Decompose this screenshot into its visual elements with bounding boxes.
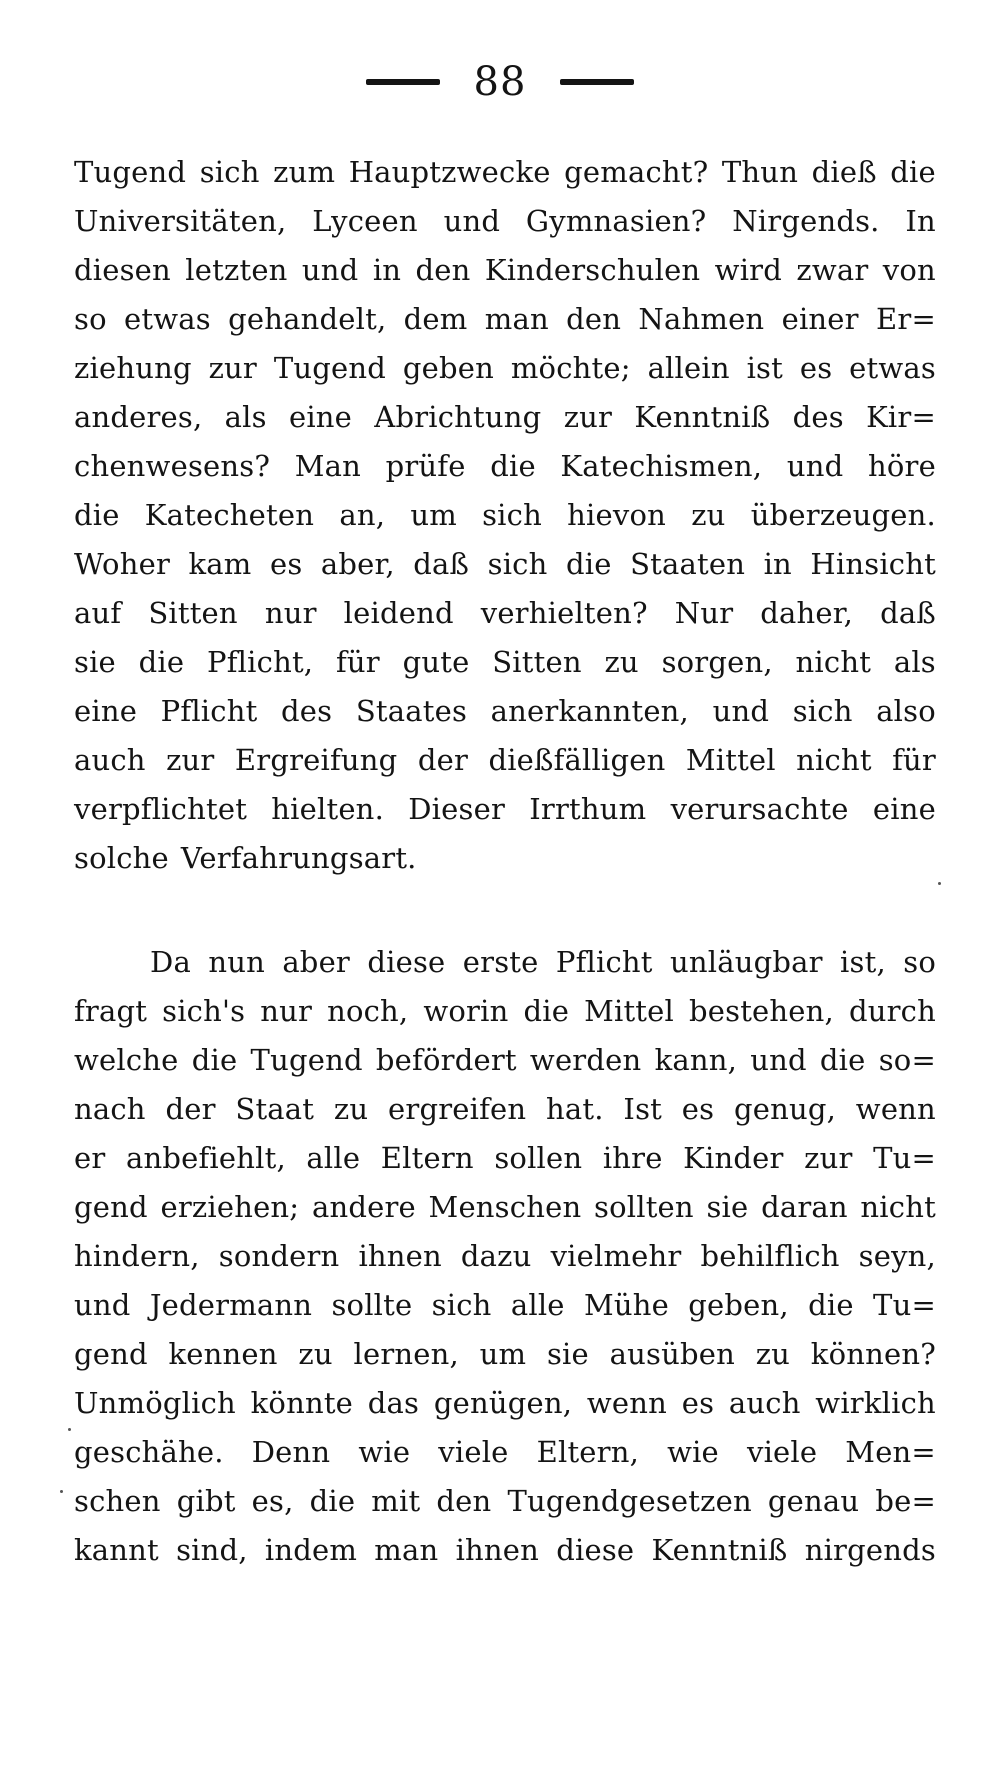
page-number: 88: [473, 59, 527, 105]
paragraph-2: [74, 938, 936, 1575]
text-line: Woher kam es aber, daß sich die Staaten in Hinsicht: [74, 547, 936, 581]
text-line: nach der Staat zu ergreifen hat. Ist es genug, wenn: [74, 1092, 936, 1126]
text-line: geschähe. Denn wie viele Eltern, wie viele Men=: [74, 1435, 936, 1469]
header-dash-left: [366, 79, 440, 85]
text-line: ziehung zur Tugend geben möchte; allein ist es etwas: [74, 351, 936, 385]
text-line: Da nun aber diese erste Pflicht unläugbar ist, so: [150, 945, 936, 979]
page-header: [0, 58, 1000, 106]
text-line: schen gibt es, die mit den Tugendgesetzen genau be=: [74, 1484, 936, 1518]
text-line: und Jedermann sollte sich alle Mühe geben, die Tu=: [74, 1288, 936, 1322]
print-speck: [60, 1490, 63, 1493]
text-line: gend kennen zu lernen, um sie ausüben zu können?: [74, 1337, 936, 1371]
print-speck: [938, 882, 941, 885]
text-line: so etwas gehandelt, dem man den Nahmen einer Er=: [74, 302, 936, 336]
text-line: kannt sind, indem man ihnen diese Kenntniß nirgends: [74, 1533, 936, 1567]
text-line: Universitäten, Lyceen und Gymnasien? Nirgends. In: [74, 204, 936, 238]
text-line: auf Sitten nur leidend verhielten? Nur daher, daß: [74, 596, 936, 630]
text-line: diesen letzten und in den Kinderschulen wird zwar von: [74, 253, 936, 287]
text-line: die Katecheten an, um sich hievon zu überzeugen.: [74, 498, 936, 532]
text-line: verpflichtet hielten. Dieser Irrthum verursachte eine: [74, 792, 936, 826]
text-line: auch zur Ergreifung der dießfälligen Mittel nicht für: [74, 743, 936, 777]
text-line: chenwesens? Man prüfe die Katechismen, und höre: [74, 449, 936, 483]
text-line: anderes, als eine Abrichtung zur Kenntniß des Kir=: [74, 400, 936, 434]
text-line: welche die Tugend befördert werden kann, und die so=: [74, 1043, 936, 1077]
paragraph-1: [74, 148, 936, 883]
text-line: gend erziehen; andere Menschen sollten sie daran nicht: [74, 1190, 936, 1224]
text-line: Tugend sich zum Hauptzwecke gemacht? Thun dieß die: [74, 155, 936, 189]
print-speck: [68, 1428, 71, 1431]
text-line: solche Verfahrungsart.: [74, 841, 417, 875]
text-line: eine Pflicht des Staates anerkannten, und sich also: [74, 694, 936, 728]
text-line: fragt sich's nur noch, worin die Mittel bestehen, durch: [74, 994, 936, 1028]
text-line: sie die Pflicht, für gute Sitten zu sorgen, nicht als: [74, 645, 936, 679]
header-dash-right: [560, 79, 634, 85]
text-line: hindern, sondern ihnen dazu vielmehr behilflich seyn,: [74, 1239, 936, 1273]
text-line: Unmöglich könnte das genügen, wenn es auch wirklich: [74, 1386, 936, 1420]
text-line: er anbefiehlt, alle Eltern sollen ihre Kinder zur Tu=: [74, 1141, 936, 1175]
